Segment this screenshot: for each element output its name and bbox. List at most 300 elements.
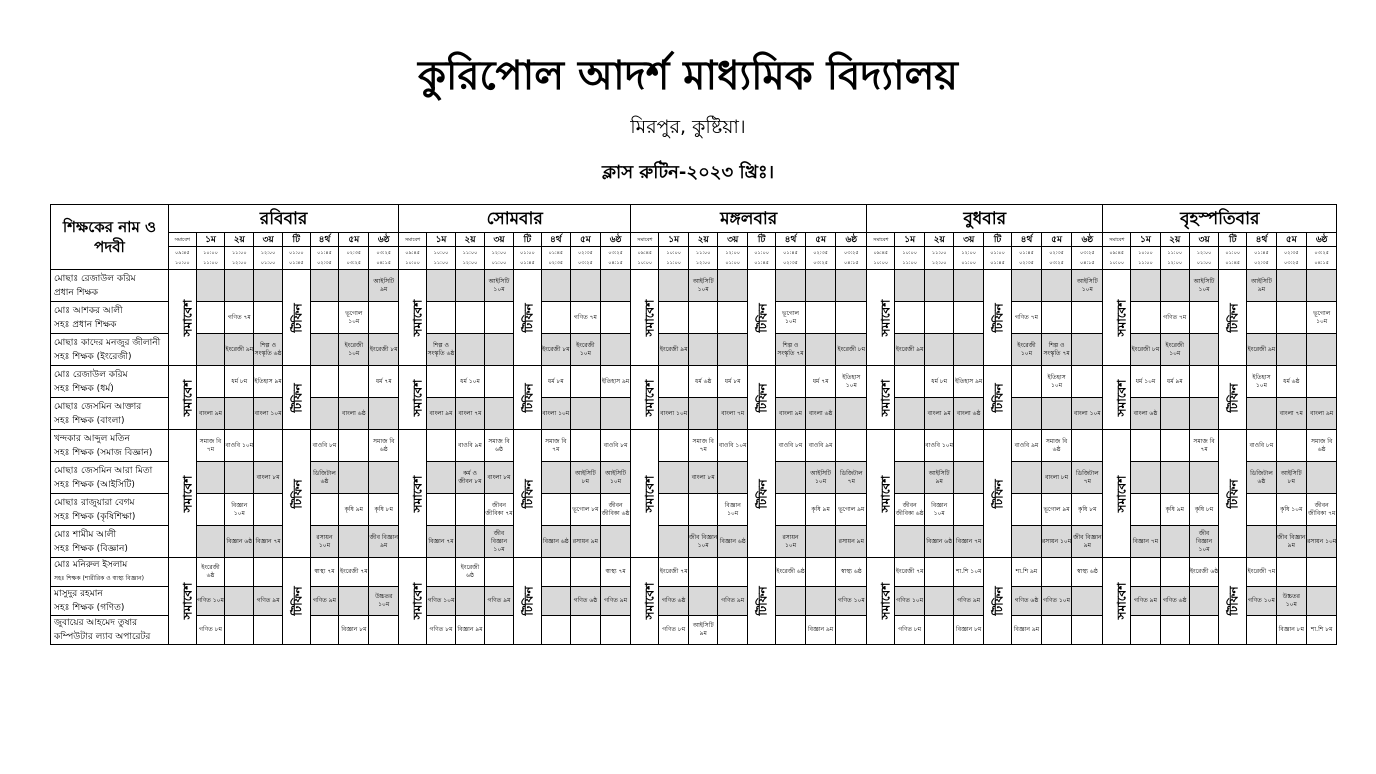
class-cell: বাংলা ৬ষ্ঠ xyxy=(1131,398,1160,430)
class-cell xyxy=(659,462,689,494)
class-cell: ইংরেজী ৬ষ্ঠ xyxy=(196,558,225,587)
class-cell xyxy=(1247,302,1276,334)
class-cell: বাংলা ৬ষ্ঠ xyxy=(339,398,369,430)
class-cell xyxy=(456,302,485,334)
period-time xyxy=(169,247,197,270)
class-cell xyxy=(541,587,570,616)
time-end: ০৪:১৫ xyxy=(376,260,392,266)
day-header: বুধবার xyxy=(867,205,1103,233)
class-cell xyxy=(836,430,867,462)
class-cell: শিল্প ও সংস্কৃতি ৭ম xyxy=(1041,334,1072,366)
class-cell xyxy=(1189,302,1218,334)
class-cell xyxy=(954,494,984,526)
period-time xyxy=(196,247,225,270)
class-cell xyxy=(1160,462,1189,494)
time-end: ০২:৩৫ xyxy=(783,260,798,266)
teacher-cell xyxy=(51,398,169,430)
school-location: মিরপুর, কুষ্টিয়া। xyxy=(630,116,746,138)
class-cell xyxy=(1012,462,1042,494)
assembly-label: সমাবেশ xyxy=(410,582,425,620)
time-end: ১১:০০ xyxy=(203,260,218,266)
period-header: ৪র্থ xyxy=(776,233,806,247)
time-end: ০২:৩৫ xyxy=(548,260,564,266)
time-start: ১০:০০ xyxy=(203,250,218,256)
time-end: ১২:০০ xyxy=(931,260,947,266)
class-cell: বাংলা ৯ম xyxy=(196,398,225,430)
class-cell: ইংরেজী ৭ম xyxy=(895,558,925,587)
time-start: ০৩:২৫ xyxy=(376,250,392,256)
class-cell xyxy=(1072,334,1103,366)
class-cell: বিজ্ঞান ৭ম xyxy=(254,526,283,558)
period-header: ৫ম xyxy=(1276,233,1306,247)
class-cell xyxy=(895,270,925,302)
period-time xyxy=(867,247,895,270)
class-cell xyxy=(600,526,630,558)
class-cell xyxy=(427,270,456,302)
assembly-cell xyxy=(1103,366,1131,430)
time-end: ০১:৪৫ xyxy=(990,260,1005,266)
class-cell: ভূগোল ৮ম xyxy=(570,494,600,526)
time-start: ১০:০০ xyxy=(433,250,449,256)
period-time xyxy=(954,247,984,270)
time-end: ০১:০০ xyxy=(491,260,507,266)
time-end: ০১:৪৫ xyxy=(288,260,304,266)
time-end: ০৩:২৫ xyxy=(1049,260,1064,266)
assembly-label: সমাবেশ xyxy=(1114,582,1129,620)
class-cell xyxy=(339,462,369,494)
class-cell: বিজ্ঞান ৭ম xyxy=(954,526,984,558)
class-cell xyxy=(541,462,570,494)
assembly-cell xyxy=(399,270,427,366)
tiffin-cell xyxy=(1219,366,1247,430)
tiffin-label: টিফিন xyxy=(755,302,770,333)
class-cell: গণিত ৬ষ্ঠ xyxy=(1160,587,1189,616)
class-cell: বাওবি ৮ম xyxy=(310,430,339,462)
teacher-row xyxy=(51,616,1337,645)
period-time xyxy=(924,247,954,270)
class-cell: কৃষি ৮ম xyxy=(369,494,399,526)
class-cell: ইংরেজী ১০ম xyxy=(1012,334,1042,366)
teacher-row xyxy=(51,398,1337,430)
class-cell: গণিত ৬ষ্ঠ xyxy=(570,587,600,616)
class-cell: বিজ্ঞান ৭ম xyxy=(1131,526,1160,558)
period-time xyxy=(225,247,254,270)
day-header: মঙ্গলবার xyxy=(631,205,867,233)
class-cell xyxy=(369,302,399,334)
class-cell xyxy=(688,334,718,366)
class-cell: কৃষি ১০ম xyxy=(1276,494,1306,526)
time-start: ০৯:৪৫ xyxy=(1109,250,1125,256)
class-cell xyxy=(1160,270,1189,302)
class-cell xyxy=(1041,398,1072,430)
class-cell xyxy=(776,616,806,645)
class-cell xyxy=(1131,616,1160,645)
class-cell xyxy=(254,430,283,462)
tiffin-label: টিফিন xyxy=(521,586,536,616)
assembly-cell xyxy=(1103,430,1131,558)
teacher-row xyxy=(51,587,1337,616)
class-cell: ইংরেজী ৯ম xyxy=(895,334,925,366)
period-header: টি xyxy=(282,233,310,247)
class-cell xyxy=(225,616,254,645)
class-cell xyxy=(456,270,485,302)
class-cell xyxy=(776,462,806,494)
class-cell: ধর্ম ৬ষ্ঠ xyxy=(688,366,718,398)
class-cell: গণিত ৬ষ্ঠ xyxy=(1012,587,1042,616)
time-start: ০৯:৪৫ xyxy=(637,250,653,256)
period-time xyxy=(747,247,775,270)
assembly-label: সমাবেশ xyxy=(878,299,893,336)
class-cell: শা.শি ৮ম xyxy=(1306,616,1336,645)
time-end: ১১:০০ xyxy=(666,260,682,266)
period-header: ২য় xyxy=(456,233,485,247)
period-header: ৬ষ্ঠ xyxy=(600,233,630,247)
time-end: ০৩:২৫ xyxy=(578,260,593,266)
class-cell: বাংলা ১০ম xyxy=(541,398,570,430)
class-cell: ধর্ম ৮ম xyxy=(225,366,254,398)
class-cell: বিজ্ঞান ৮ম xyxy=(954,616,984,645)
class-cell xyxy=(369,616,399,645)
routine-title: ক্লাস রুটিন-২০২৩ খ্রিঃ। xyxy=(601,162,775,183)
class-cell xyxy=(805,526,836,558)
period-header: সমাবেশ xyxy=(867,233,895,247)
class-cell xyxy=(196,270,225,302)
class-cell xyxy=(659,526,689,558)
tiffin-cell xyxy=(1219,558,1247,645)
class-cell: রসায়ন ১০ম xyxy=(1041,526,1072,558)
class-cell: ভূগোল ৯ম xyxy=(1041,494,1072,526)
class-cell xyxy=(310,270,339,302)
class-cell xyxy=(954,270,984,302)
class-cell xyxy=(1012,494,1042,526)
class-cell: জীব বিজ্ঞান ১০ম xyxy=(485,526,514,558)
tiffin-cell xyxy=(282,366,310,430)
tiffin-cell xyxy=(282,270,310,366)
time-end: ১১:০০ xyxy=(1138,260,1153,266)
class-cell: বিজ্ঞান ৬ষ্ঠ xyxy=(924,526,954,558)
class-cell: গণিত ৮ম xyxy=(895,616,925,645)
class-cell: ইংরেজী ৬ষ্ঠ xyxy=(456,558,485,587)
class-cell xyxy=(1306,558,1336,587)
teacher-row xyxy=(51,462,1337,494)
class-cell: গণিত ৯ম xyxy=(485,587,514,616)
class-cell xyxy=(836,616,867,645)
class-cell: গণিত ১০ম xyxy=(836,587,867,616)
class-cell: স্বাস্থ্য ৬ষ্ঠ xyxy=(836,558,867,587)
class-cell: বাংলা ৬ষ্ঠ xyxy=(954,398,984,430)
class-cell xyxy=(600,334,630,366)
period-header: ৬ষ্ঠ xyxy=(1306,233,1336,247)
class-cell xyxy=(659,366,689,398)
class-cell xyxy=(427,430,456,462)
time-start: ০১:৪৫ xyxy=(1254,250,1269,256)
class-cell xyxy=(541,494,570,526)
class-cell: গণিত ৯ম xyxy=(310,587,339,616)
class-cell: রসায়ন ৯ম xyxy=(836,526,867,558)
teacher-title: সহঃ শিক্ষক (সমাজ বিজ্ঞান) xyxy=(54,447,153,458)
class-cell: জীবন জীবিকা ৭ম xyxy=(485,494,514,526)
class-cell: আইসিটি ১০ম xyxy=(485,270,514,302)
teacher-name: মোছাঃ জেসমিন আক্তার xyxy=(54,401,142,412)
class-cell: গণিত ১০ম xyxy=(196,587,225,616)
time-start: ০৩:২৫ xyxy=(1314,250,1330,256)
class-cell xyxy=(954,302,984,334)
class-cell xyxy=(1131,494,1160,526)
period-time xyxy=(631,247,659,270)
class-cell: বিজ্ঞান ৯ম xyxy=(805,616,836,645)
school-name: কুরিপোল আদর্শ মাধ্যমিক বিদ্যালয় xyxy=(418,53,958,99)
time-end: ০১:৪৫ xyxy=(754,260,769,266)
period-header: ৫ম xyxy=(1041,233,1072,247)
class-cell xyxy=(1131,558,1160,587)
tiffin-cell xyxy=(983,270,1011,366)
teacher-cell xyxy=(51,366,169,398)
class-cell xyxy=(225,270,254,302)
class-cell xyxy=(924,558,954,587)
period-time xyxy=(776,247,806,270)
class-cell: গণিত ৯ম xyxy=(954,587,984,616)
time-end: ০৪:১৫ xyxy=(1314,260,1330,266)
teacher-title: প্রধান শিক্ষক xyxy=(54,287,99,298)
period-header: ১ম xyxy=(196,233,225,247)
period-time xyxy=(1306,247,1336,270)
class-cell xyxy=(1131,462,1160,494)
class-cell: আইসিটি ৮ম xyxy=(1276,462,1306,494)
class-cell xyxy=(1247,398,1276,430)
class-cell: ইতিহাস ৯ম xyxy=(600,366,630,398)
time-start: ০১:৪৫ xyxy=(783,250,798,256)
class-cell: গণিত ৯ম xyxy=(600,587,630,616)
period-time xyxy=(836,247,867,270)
time-end: ০১:০০ xyxy=(725,260,741,266)
tiffin-cell xyxy=(1219,430,1247,558)
time-end: ০১:০০ xyxy=(961,260,977,266)
period-header: ৬ষ্ঠ xyxy=(1072,233,1103,247)
class-cell xyxy=(485,302,514,334)
teacher-name: জুবায়ের আহমেদ তুষার xyxy=(54,618,138,628)
class-cell xyxy=(805,558,836,587)
assembly-cell xyxy=(1103,558,1131,645)
time-start: ০১:০০ xyxy=(754,250,769,256)
time-start: ০৯:৪৫ xyxy=(405,250,420,256)
assembly-label: সমাবেশ xyxy=(642,475,657,512)
class-cell xyxy=(196,462,225,494)
tiffin-label: টিফিন xyxy=(1226,302,1241,333)
period-header: ৫ম xyxy=(339,233,369,247)
teacher-cell xyxy=(51,270,169,302)
class-cell: শা.শি ১০ম xyxy=(954,558,984,587)
class-cell: আইসিটি ৯ম xyxy=(369,270,399,302)
class-cell: ইংরেজী ৬ষ্ঠ xyxy=(776,558,806,587)
time-end: ১২:০০ xyxy=(462,260,478,266)
period-header: ৫ম xyxy=(805,233,836,247)
class-cell: ইংরেজী ১০ম xyxy=(570,334,600,366)
teacher-row xyxy=(51,366,1337,398)
class-cell: গণিত ৮ম xyxy=(659,616,689,645)
class-cell: জীব বিজ্ঞান ১০ম xyxy=(1189,526,1218,558)
class-cell xyxy=(776,494,806,526)
period-time xyxy=(427,247,456,270)
class-cell xyxy=(339,270,369,302)
teacher-cell xyxy=(51,616,169,645)
teacher-title: সহঃ শিক্ষক (কৃষিশিক্ষা) xyxy=(54,511,136,522)
period-header: ৬ষ্ঠ xyxy=(369,233,399,247)
class-cell xyxy=(541,558,570,587)
class-cell xyxy=(600,302,630,334)
class-cell: ধর্ম ৮ম xyxy=(541,366,570,398)
teacher-title: সহঃ শিক্ষক (বিজ্ঞান) xyxy=(54,543,128,554)
class-cell: ভূগোল ১০ম xyxy=(339,302,369,334)
class-cell: বাংলা ৭ম xyxy=(456,398,485,430)
period-header: ৪র্থ xyxy=(1247,233,1276,247)
class-cell xyxy=(427,462,456,494)
class-cell xyxy=(659,270,689,302)
period-header: ১ম xyxy=(659,233,689,247)
teacher-row xyxy=(51,430,1337,462)
teacher-title: সহঃ শিক্ষক (ইংরেজী) xyxy=(54,351,132,362)
teacher-title: সহঃ শিক্ষক (ধর্ম) xyxy=(54,383,114,394)
class-cell xyxy=(1189,462,1218,494)
class-cell: বিজ্ঞান ৯ম xyxy=(456,616,485,645)
class-cell: সমাজ বি ৭ম xyxy=(196,430,225,462)
class-cell xyxy=(1306,587,1336,616)
period-time xyxy=(1103,247,1131,270)
assembly-label: সমাবেশ xyxy=(1114,299,1129,336)
class-cell xyxy=(1276,430,1306,462)
class-cell xyxy=(1189,616,1218,645)
assembly-label: সমাবেশ xyxy=(878,379,893,416)
class-cell: ধর্ম ৮ম xyxy=(718,366,748,398)
class-cell xyxy=(456,334,485,366)
class-cell xyxy=(954,430,984,462)
class-cell: বাংলা ৮ম xyxy=(485,462,514,494)
time-end: ১০:০০ xyxy=(637,260,653,266)
class-cell xyxy=(485,558,514,587)
class-cell xyxy=(688,494,718,526)
time-start: ১০:০০ xyxy=(902,250,918,256)
time-end: ১১:০০ xyxy=(433,260,449,266)
class-cell: ইংরেজী ৮ম xyxy=(369,334,399,366)
class-cell xyxy=(1276,270,1306,302)
tiffin-cell xyxy=(514,270,542,366)
class-cell: আইসিটি ৯ম xyxy=(1247,270,1276,302)
assembly-cell xyxy=(399,430,427,558)
class-cell xyxy=(688,302,718,334)
teacher-title: সহঃ শিক্ষক (আইসিটি) xyxy=(54,479,135,490)
class-cell: জীব বিজ্ঞান ৯ম xyxy=(1276,526,1306,558)
class-cell xyxy=(369,462,399,494)
class-cell: সমাজ বি ৬ষ্ঠ xyxy=(369,430,399,462)
class-cell xyxy=(1247,494,1276,526)
time-start: ০১:০০ xyxy=(1225,250,1241,256)
class-cell: উচ্চতর ১০ম xyxy=(369,587,399,616)
class-cell: জীবন জীবিকা ৬ষ্ঠ xyxy=(895,494,925,526)
class-cell: গণিত ৭ম xyxy=(1160,302,1189,334)
time-end: ১২:০০ xyxy=(695,260,711,266)
class-cell xyxy=(310,494,339,526)
teacher-name: মোঃ মনিরুল ইসলাম xyxy=(54,560,128,570)
class-cell xyxy=(1160,430,1189,462)
time-end: ০২:৩৫ xyxy=(1019,260,1034,266)
class-cell: বিজ্ঞান ৬ষ্ঠ xyxy=(541,526,570,558)
class-cell: ইংরেজী ৯ম xyxy=(225,334,254,366)
class-cell: বাওবি ৮ম xyxy=(776,430,806,462)
assembly-label: সমাবেশ xyxy=(1114,475,1129,512)
class-cell xyxy=(718,558,748,587)
class-cell: ভূগোল ১০ম xyxy=(1306,302,1336,334)
class-cell xyxy=(954,462,984,494)
period-time xyxy=(805,247,836,270)
teacher-cell xyxy=(51,587,169,616)
class-cell xyxy=(339,430,369,462)
class-cell: আইসিটি ৯ম xyxy=(688,616,718,645)
period-header: ৩য় xyxy=(954,233,984,247)
class-cell xyxy=(895,366,925,398)
time-end: ০১:০০ xyxy=(1196,260,1212,266)
class-cell: গণিত ৭ম xyxy=(570,302,600,334)
class-cell xyxy=(1276,558,1306,587)
class-cell xyxy=(718,302,748,334)
period-header: টি xyxy=(983,233,1011,247)
class-cell xyxy=(600,398,630,430)
tiffin-label: টিফিন xyxy=(755,586,770,616)
teacher-name: মোছাঃ রাজুয়ারা বেগম xyxy=(54,497,135,508)
class-cell: শিল্প ও সংস্কৃতি ৬ষ্ঠ xyxy=(427,334,456,366)
class-cell: উচ্চতর ১০ম xyxy=(1276,587,1306,616)
class-cell: গণিত ১০ম xyxy=(427,587,456,616)
teacher-row xyxy=(51,270,1337,302)
class-cell: কৃষি ৯ম xyxy=(805,494,836,526)
class-cell: বাংলা ৯ম xyxy=(427,398,456,430)
time-start: ১২:০০ xyxy=(491,250,507,256)
class-cell xyxy=(196,334,225,366)
period-time xyxy=(399,247,427,270)
day-header: রবিবার xyxy=(169,205,399,233)
class-cell xyxy=(718,334,748,366)
time-start: ১২:০০ xyxy=(725,250,741,256)
class-cell: স্বাস্থ্য ৭ম xyxy=(310,558,339,587)
class-cell: ইংরেজী ৮ম xyxy=(836,334,867,366)
tiffin-cell xyxy=(514,366,542,430)
class-cell xyxy=(600,616,630,645)
class-cell xyxy=(895,430,925,462)
class-cell: ধর্ম ১০ম xyxy=(456,366,485,398)
time-end: ০১:৪৫ xyxy=(1225,260,1241,266)
tiffin-cell xyxy=(514,558,542,645)
class-cell: গণিত ৬ষ্ঠ xyxy=(659,587,689,616)
teacher-row xyxy=(51,494,1337,526)
tiffin-label: টিফিন xyxy=(521,302,536,333)
period-time xyxy=(1247,247,1276,270)
class-cell: রসায়ন ৯ম xyxy=(570,526,600,558)
class-cell: গণিত ৭ম xyxy=(1012,302,1042,334)
period-header: ২য় xyxy=(924,233,954,247)
class-cell xyxy=(310,334,339,366)
teacher-cell xyxy=(51,494,169,526)
class-cell: ইতিহাস ১০ম xyxy=(1247,366,1276,398)
class-cell xyxy=(1306,334,1336,366)
assembly-label: সমাবেশ xyxy=(642,379,657,416)
class-cell: শিল্প ও সংস্কৃতি ৭ম xyxy=(776,334,806,366)
class-cell: গণিত ১০ম xyxy=(895,587,925,616)
period-header: সমাবেশ xyxy=(399,233,427,247)
time-end: ০১:০০ xyxy=(260,260,276,266)
class-cell xyxy=(1012,526,1042,558)
class-cell: আইসিটি ১০ম xyxy=(1189,270,1218,302)
teacher-cell xyxy=(51,462,169,494)
class-cell: ইংরেজী ৮ম xyxy=(1131,334,1160,366)
class-cell xyxy=(570,398,600,430)
